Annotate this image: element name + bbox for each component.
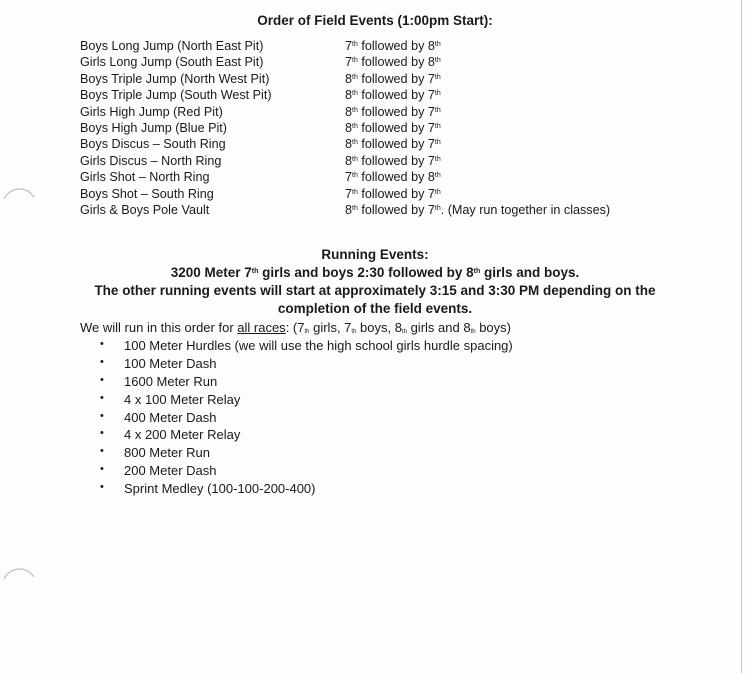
field-event-order: 7th followed by 8th	[345, 39, 441, 53]
running-3200-line: 3200 Meter 7th girls and boys 2:30 followed by 8th girls and boys.	[170, 265, 580, 280]
field-event-row	[80, 105, 640, 121]
field-event-order: 7th followed by 8th	[345, 170, 441, 185]
field-event-order: 8th followed by 7th	[345, 71, 441, 86]
field-event-name: Boys Shot – South Ring	[80, 186, 214, 201]
running-events-heading: Running Events:	[321, 247, 429, 262]
race-name: 800 Meter Run	[124, 445, 210, 461]
bullet-icon: •	[100, 391, 104, 404]
race-name: 100 Meter Dash	[124, 355, 217, 371]
field-events-list	[80, 39, 640, 219]
page-title: Order of Field Events (1:00pm Start):	[257, 13, 493, 28]
bullet-icon: •	[100, 445, 104, 458]
field-event-row	[80, 187, 640, 203]
field-event-name: Boys Triple Jump (South West Pit)	[80, 88, 272, 103]
field-event-row	[80, 72, 640, 88]
field-event-name: Boys High Jump (Blue Pit)	[80, 120, 227, 135]
running-schedule-line: The other running events will start at approximately 3:15 and 3:30 PM depending on the	[94, 283, 656, 298]
field-event-row	[80, 154, 640, 170]
field-event-row	[80, 203, 640, 219]
bullet-icon: •	[100, 373, 104, 386]
race-order-intro: We will run in this order for all races: (7th girls, 7th boys, 8th girls and 8th boys)	[80, 320, 511, 335]
field-event-row	[80, 170, 640, 186]
field-event-name: Boys Triple Jump (North West Pit)	[80, 71, 270, 86]
field-event-row	[80, 88, 640, 104]
race-name: 100 Meter Hurdles (we will use the high school girls hurdle spacing)	[124, 338, 513, 353]
race-name: 200 Meter Dash	[124, 463, 217, 479]
field-event-order: 7th followed by 8th	[345, 55, 441, 70]
field-event-row	[80, 137, 640, 153]
race-name: Sprint Medley (100-100-200-400)	[124, 481, 316, 497]
race-name: 4 x 200 Meter Relay	[124, 427, 241, 443]
hole-punch-mark-bottom	[2, 565, 36, 581]
field-event-order: 8th followed by 7th	[345, 104, 441, 119]
page-edge-line	[741, 0, 742, 673]
field-event-row	[80, 55, 640, 71]
bullet-icon: •	[100, 427, 104, 440]
bullet-icon: •	[100, 355, 104, 368]
field-event-name: Girls Discus – North Ring	[80, 153, 222, 168]
field-event-name: Boys Discus – South Ring	[80, 137, 226, 152]
field-event-row	[80, 121, 640, 137]
field-event-order: 7th followed by 7th	[345, 186, 441, 201]
race-name: 4 x 100 Meter Relay	[124, 391, 241, 407]
hole-punch-mark-top	[2, 185, 36, 201]
bullet-icon: •	[100, 463, 104, 476]
field-event-order: 8th followed by 7th	[345, 120, 441, 135]
field-event-name: Girls Long Jump (South East Pit)	[80, 55, 264, 70]
field-event-order: 8th followed by 7th. (May run together in classes)	[345, 202, 611, 217]
running-schedule-line-2: completion of the field events.	[277, 301, 473, 316]
running-events-section	[0, 246, 750, 318]
race-name: 1600 Meter Run	[124, 373, 218, 389]
field-event-order: 8th followed by 7th	[345, 88, 441, 103]
race-name: 400 Meter Dash	[124, 409, 217, 425]
field-event-name: Boys Long Jump (North East Pit)	[80, 39, 264, 53]
field-event-name: Girls Shot – North Ring	[80, 170, 210, 185]
field-event-name: Girls High Jump (Red Pit)	[80, 104, 223, 119]
field-event-order: 8th followed by 7th	[345, 153, 441, 168]
bullet-icon: •	[100, 409, 104, 422]
bullet-icon: •	[100, 481, 104, 494]
field-event-name: Girls & Boys Pole Vault	[80, 202, 210, 217]
field-event-order: 8th followed by 7th	[345, 137, 441, 152]
field-event-row	[80, 39, 640, 55]
bullet-icon: •	[100, 338, 104, 350]
